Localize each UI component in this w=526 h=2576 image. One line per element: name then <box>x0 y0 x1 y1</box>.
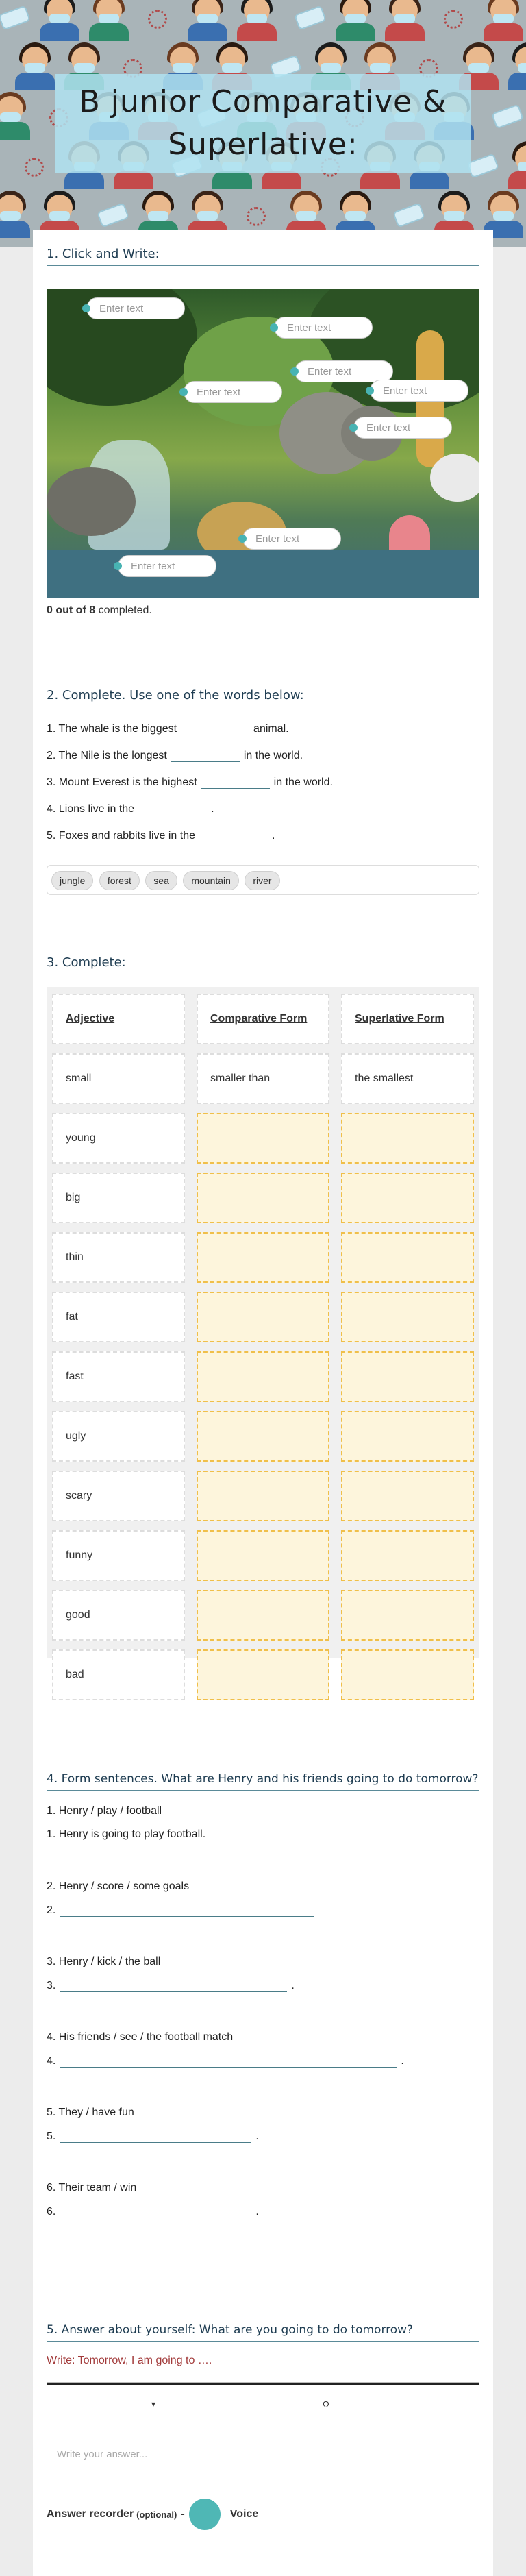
jungle-image <box>47 289 479 598</box>
banner-person-icon <box>11 42 59 90</box>
answer-placeholder: Write your answer... <box>57 2449 148 2460</box>
prompt-6: 6. Their team / win <box>47 2182 137 2194</box>
section-3-title: 3. Complete: <box>47 955 479 974</box>
prompt-3: 3. Henry / kick / the ball <box>47 1956 161 1967</box>
score-line <box>47 604 152 617</box>
prompt-5: 5. They / have fun <box>47 2107 134 2118</box>
mask-icon <box>479 92 526 140</box>
marker-dot-icon <box>349 424 358 432</box>
adjective-cell: good <box>52 1590 185 1641</box>
marker-dot-icon <box>270 323 278 332</box>
comparative-input[interactable] <box>197 1590 329 1641</box>
header-adjective: Adjective <box>52 994 185 1044</box>
answer-line-5: 5. . <box>47 2131 259 2142</box>
example-superlative: the smallest <box>341 1053 474 1104</box>
superlative-input[interactable] <box>341 1113 474 1164</box>
superlative-input[interactable] <box>341 1590 474 1641</box>
adjective-cell: funny <box>52 1530 185 1581</box>
blank-drop-3[interactable] <box>201 776 270 789</box>
prompt-1: 1. Henry / play / football <box>47 1805 162 1817</box>
banner-person-icon <box>504 42 526 90</box>
marker-dot-icon <box>179 388 188 396</box>
enter-text-field-3[interactable]: Enter text <box>295 360 393 382</box>
score-value: 0 out of 8 <box>47 604 96 616</box>
special-char-icon[interactable]: Ω <box>323 2399 329 2409</box>
banner-person-icon <box>233 0 281 41</box>
header-superlative: Superlative Form <box>341 994 474 1044</box>
superlative-input[interactable] <box>341 1232 474 1283</box>
dropdown-icon[interactable]: ▾ <box>151 2399 156 2409</box>
header-comparative: Comparative Form <box>197 994 329 1044</box>
adjective-cell: ugly <box>52 1411 185 1462</box>
editor-toolbar <box>47 2383 479 2427</box>
complete-line-3: 3. Mount Everest is the highest in the world. <box>47 776 333 788</box>
superlative-input[interactable] <box>341 1173 474 1223</box>
marker-dot-icon <box>114 562 122 570</box>
enter-text-field-2[interactable]: Enter text <box>274 317 373 339</box>
superlative-input[interactable] <box>341 1411 474 1462</box>
example-adjective: small <box>52 1053 185 1104</box>
marker-dot-icon <box>366 387 374 395</box>
answer-input-2[interactable] <box>60 1904 314 1917</box>
adjective-cell: fat <box>52 1292 185 1342</box>
marker-dot-icon <box>290 367 299 376</box>
adjective-cell: big <box>52 1173 185 1223</box>
comparative-input[interactable] <box>197 1232 329 1283</box>
header-banner <box>0 0 526 247</box>
forms-table <box>47 987 479 1680</box>
enter-text-field-1[interactable]: Enter text <box>86 297 185 319</box>
adjective-cell: young <box>52 1113 185 1164</box>
marker-dot-icon <box>238 535 247 543</box>
word-chip-mountain[interactable]: mountain <box>183 871 239 890</box>
banner-person-icon <box>85 0 133 41</box>
word-chip-forest[interactable]: forest <box>99 871 140 890</box>
comparative-input[interactable] <box>197 1530 329 1581</box>
superlative-input[interactable] <box>341 1471 474 1521</box>
section-5-title: 5. Answer about yourself: What are you going to do tomorrow? <box>47 2323 479 2342</box>
answer-line-4: 4. . <box>47 2055 404 2067</box>
word-chip-river[interactable]: river <box>245 871 279 890</box>
virus-icon <box>430 0 478 41</box>
complete-line-2: 2. The Nile is the longest in the world. <box>47 750 303 761</box>
comparative-input[interactable] <box>197 1173 329 1223</box>
answer-input-4[interactable] <box>60 2054 397 2068</box>
complete-line-4: 4. Lions live in the . <box>47 803 214 815</box>
superlative-input[interactable] <box>341 1649 474 1700</box>
comparative-input[interactable] <box>197 1292 329 1342</box>
mask-icon <box>282 0 330 41</box>
adjective-cell: thin <box>52 1232 185 1283</box>
superlative-input[interactable] <box>341 1530 474 1581</box>
section-1-title: 1. Click and Write: <box>47 247 479 266</box>
banner-person-icon <box>479 0 526 41</box>
word-bank <box>47 865 479 895</box>
answer-line-3: 3. . <box>47 1980 295 1991</box>
enter-text-field-6[interactable]: Enter text <box>353 417 452 439</box>
blank-drop-4[interactable] <box>138 802 207 815</box>
answer-recorder: Answer recorder (optional) - Voice <box>47 2499 258 2530</box>
enter-text-field-8[interactable]: Enter text <box>118 555 216 577</box>
record-button[interactable] <box>189 2499 221 2530</box>
write-prompt: Write: Tomorrow, I am going to …. <box>47 2355 212 2366</box>
word-chip-jungle[interactable]: jungle <box>51 871 93 890</box>
marker-dot-icon <box>82 304 90 312</box>
prompt-4: 4. His friends / see / the football match <box>47 2031 234 2043</box>
comparative-input[interactable] <box>197 1649 329 1700</box>
enter-text-field-5[interactable]: Enter text <box>370 380 468 402</box>
banner-person-icon <box>0 92 34 140</box>
answer-line-2: 2. <box>47 1904 318 1917</box>
comparative-input[interactable] <box>197 1351 329 1402</box>
virus-icon <box>11 141 59 189</box>
example-comparative: smaller than <box>197 1053 329 1104</box>
blank-drop-1[interactable] <box>181 722 249 735</box>
adjective-cell: fast <box>52 1351 185 1402</box>
section-4-title: 4. Form sentences. What are Henry and his friends going to do tomorrow? <box>47 1772 479 1791</box>
superlative-input[interactable] <box>341 1351 474 1402</box>
virus-icon <box>134 0 182 41</box>
word-chip-sea[interactable]: sea <box>145 871 177 890</box>
enter-text-field-4[interactable]: Enter text <box>184 381 282 403</box>
answer-input-5[interactable] <box>60 2130 251 2143</box>
banner-person-icon <box>504 141 526 189</box>
mask-icon <box>0 0 34 41</box>
comparative-input[interactable] <box>197 1411 329 1462</box>
title-box <box>55 74 471 173</box>
adjective-cell: scary <box>52 1471 185 1521</box>
prompt-2: 2. Henry / score / some goals <box>47 1880 190 1892</box>
worksheet-card <box>33 230 493 2576</box>
adjective-cell: bad <box>52 1649 185 1700</box>
banner-person-icon <box>331 0 379 41</box>
banner-person-icon <box>36 0 84 41</box>
voice-label: Voice <box>229 2508 259 2520</box>
enter-text-field-7[interactable]: Enter text <box>242 528 341 550</box>
answer-editor[interactable] <box>47 2382 479 2479</box>
banner-person-icon <box>381 0 429 41</box>
banner-person-icon <box>184 0 231 41</box>
page-title: B junior Comparative & Superlative: <box>79 84 447 162</box>
blank-drop-5[interactable] <box>199 829 268 842</box>
blank-drop-2[interactable] <box>171 749 240 762</box>
complete-line-1: 1. The whale is the biggest animal. <box>47 723 289 735</box>
comparative-input[interactable] <box>197 1113 329 1164</box>
comparative-input[interactable] <box>197 1471 329 1521</box>
score-suffix: completed. <box>98 604 152 616</box>
answer-input-3[interactable] <box>60 1979 287 1992</box>
answer-line-6: 6. . <box>47 2206 259 2218</box>
superlative-input[interactable] <box>341 1292 474 1342</box>
example-answer: 1. Henry is going to play football. <box>47 1828 206 1840</box>
section-2-title: 2. Complete. Use one of the words below: <box>47 688 479 707</box>
complete-line-5: 5. Foxes and rabbits live in the . <box>47 830 275 842</box>
answer-input-6[interactable] <box>60 2205 251 2218</box>
banner-person-icon <box>0 191 34 238</box>
